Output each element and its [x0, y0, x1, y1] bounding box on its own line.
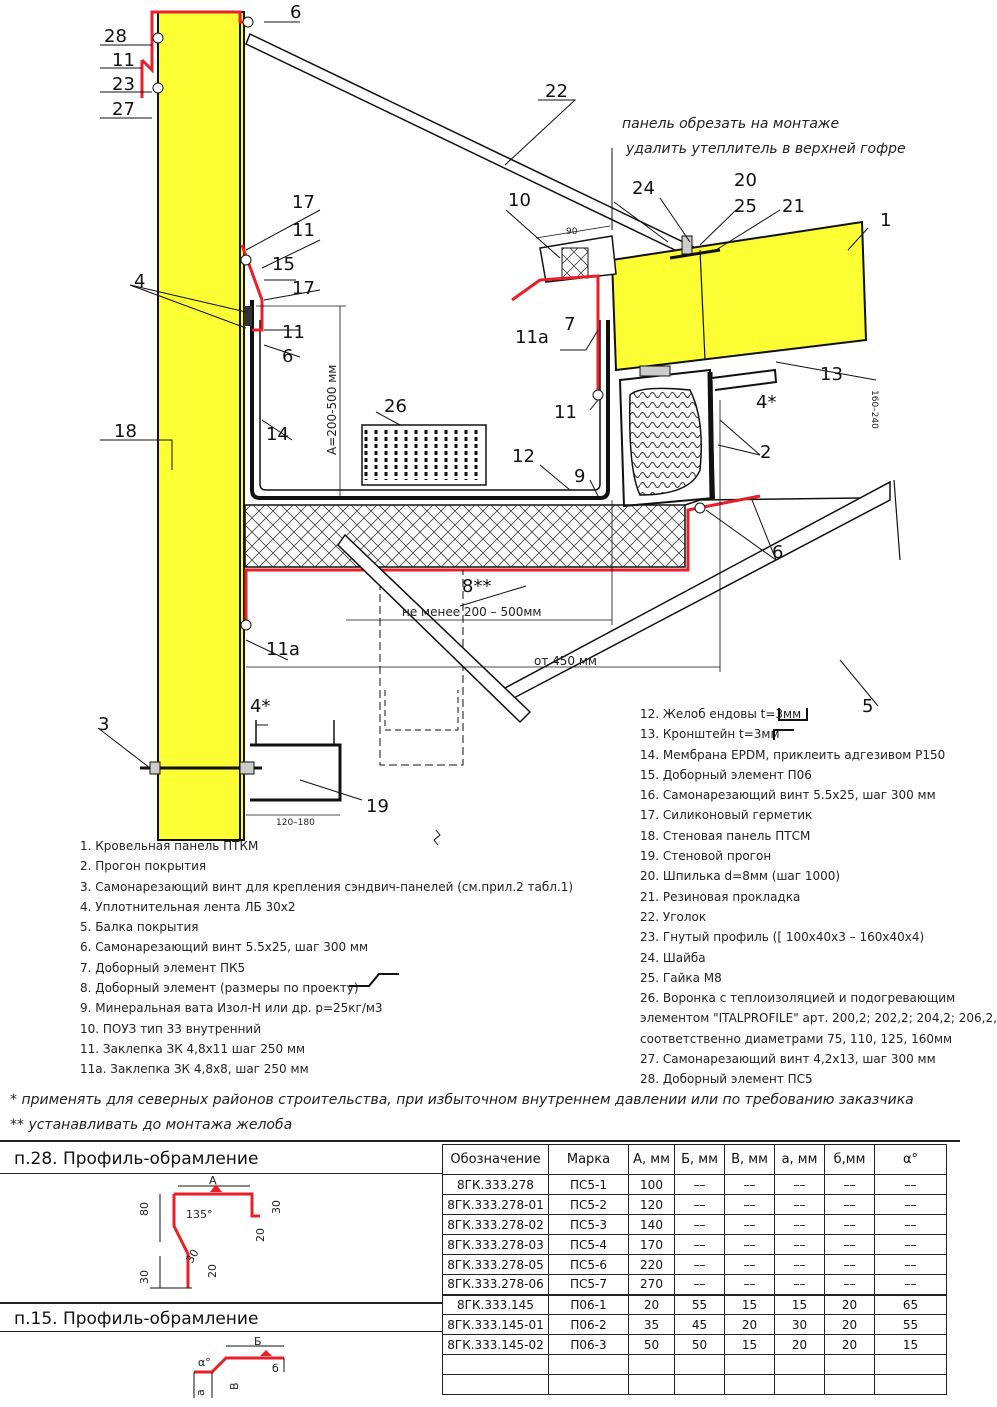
profile-28-sketch [120, 1176, 320, 1298]
spec-cell [825, 1355, 875, 1375]
spec-cell: –– [725, 1275, 775, 1295]
spec-cell: 20 [629, 1295, 675, 1315]
legend-right-item: 19. Стеновой прогон [640, 849, 772, 864]
spec-cell: ПС5-6 [549, 1255, 629, 1275]
spec-cell: –– [725, 1195, 775, 1215]
spec-cell [775, 1375, 825, 1395]
spec-header-cell: В, мм [725, 1145, 775, 1175]
spec-cell: 170 [629, 1235, 675, 1255]
spec-cell: 8ГК.333.278-01 [443, 1195, 549, 1215]
roof-panel [612, 222, 866, 370]
insulation-slab [245, 505, 685, 567]
callout-11a-bottom: 11а [266, 639, 300, 660]
callout-26: 26 [384, 396, 407, 417]
p28-label-20a: 20 [206, 1264, 219, 1278]
callout-11-b: 11 [292, 220, 315, 241]
callout-17-a: 17 [292, 192, 315, 213]
table-row [443, 1235, 947, 1255]
legend-right-item: 24. Шайба [640, 950, 706, 965]
p15-label-b2: б [272, 1362, 279, 1375]
legend-right-item: 20. Шпилька d=8мм (шаг 1000) [640, 869, 841, 884]
spec-cell: П06-3 [549, 1335, 629, 1355]
note-cut-panel: панель обрезать на монтаже [622, 116, 840, 132]
spec-cell: П06-1 [549, 1295, 629, 1315]
legend-left-item: 2. Прогон покрытия [80, 859, 207, 874]
spec-cell: –– [775, 1235, 825, 1255]
callout-6-right: 6 [772, 542, 784, 563]
profile-15-sketch [180, 1335, 320, 1404]
spec-cell: –– [825, 1195, 875, 1215]
legend-right-item: 27. Самонарезающий винт 4,2х13, шаг 300 мм [640, 1052, 936, 1067]
spec-cell [629, 1355, 675, 1375]
legend-left-item: 5. Балка покрытия [80, 920, 199, 935]
table-row [443, 1295, 947, 1315]
spec-cell: 20 [825, 1315, 875, 1335]
spec-cell: –– [875, 1215, 947, 1235]
dim-not-less: не менее 200 – 500мм [402, 605, 542, 619]
wall-panel [158, 12, 244, 840]
callout-6-top: 6 [290, 2, 302, 23]
section-title-28: п.28. Профиль-обрамление [0, 1144, 442, 1174]
spec-cell: 15 [725, 1295, 775, 1315]
spec-cell: –– [775, 1215, 825, 1235]
dim-90: 90 [566, 227, 578, 237]
spec-cell [549, 1375, 629, 1395]
spec-cell: 55 [875, 1315, 947, 1335]
spec-cell: 8ГК.333.278 [443, 1175, 549, 1195]
callout-27: 27 [112, 99, 135, 120]
spec-cell: 55 [675, 1295, 725, 1315]
table-row [443, 1175, 947, 1195]
table-row [443, 1195, 947, 1215]
spec-cell: 8ГК.333.145 [443, 1295, 549, 1315]
p28-label-20b: 20 [254, 1228, 267, 1242]
callout-8: 8** [462, 576, 492, 597]
dim-120-180: 120–180 [276, 818, 315, 828]
legend-left-item: 4. Уплотнительная лента ЛБ 30х2 [80, 899, 296, 914]
p28-label-angle: 135° [186, 1208, 213, 1221]
spec-header-cell: Обозначение [443, 1145, 549, 1175]
legend-right-item: 12. Желоб ендовы t=3мм [640, 707, 802, 721]
spec-cell: –– [725, 1255, 775, 1275]
p15-label-alpha: α° [198, 1356, 211, 1369]
spec-cell: 20 [825, 1335, 875, 1355]
spec-cell: ПС5-1 [549, 1175, 629, 1195]
spec-cell: 8ГК.333.145-02 [443, 1335, 549, 1355]
callout-14: 14 [266, 424, 289, 445]
p28-label-30b: 30 [270, 1200, 283, 1214]
callout-19: 19 [366, 796, 389, 817]
spec-header-cell: А, мм [629, 1145, 675, 1175]
legend-left [80, 836, 573, 1080]
spec-cell [443, 1375, 549, 1395]
spec-cell: –– [875, 1195, 947, 1215]
spec-cell [629, 1375, 675, 1395]
section-title-15: п.15. Профиль-обрамление [0, 1302, 442, 1332]
spec-cell: 270 [629, 1275, 675, 1295]
spec-cell: 35 [629, 1315, 675, 1335]
callout-1: 1 [880, 210, 892, 231]
callout-11-d: 11 [554, 402, 577, 423]
legend-right-item: 22. Уголок [640, 909, 707, 924]
gutter-symbol [775, 704, 815, 724]
spec-cell [725, 1375, 775, 1395]
legend-right-item: 21. Резиновая прокладка [640, 889, 801, 904]
table-row [443, 1375, 947, 1395]
p15-label-a: а [194, 1389, 207, 1396]
dim-from-450: от 450 мм [534, 654, 597, 668]
callout-11-top: 11 [112, 50, 135, 71]
legend-right-item: 17. Силиконовый герметик [640, 808, 813, 823]
spec-cell: ПС5-7 [549, 1275, 629, 1295]
footnotes [10, 1088, 914, 1138]
dim-a-range: A=200-500 мм [325, 364, 339, 455]
callout-11a-top: 11а [515, 327, 549, 348]
spec-cell [549, 1355, 629, 1375]
spec-cell: –– [825, 1275, 875, 1295]
z-profile-symbol [345, 968, 405, 990]
spec-cell: 120 [629, 1195, 675, 1215]
spec-cell [443, 1355, 549, 1375]
spec-cell: 45 [675, 1315, 725, 1335]
legend-left-item: 8. Доборный элемент (размеры по проекту) [80, 981, 359, 996]
callout-11-c: 11 [282, 322, 305, 343]
spec-cell [875, 1375, 947, 1395]
spec-cell: –– [875, 1275, 947, 1295]
callout-15: 15 [272, 254, 295, 275]
spec-cell: 30 [775, 1315, 825, 1335]
spec-header-cell: Б, мм [675, 1145, 725, 1175]
callout-7: 7 [564, 314, 576, 335]
callout-21: 21 [782, 196, 805, 217]
spec-header-cell: б,мм [825, 1145, 875, 1175]
table-row [443, 1355, 947, 1375]
callout-6-mid: 6 [282, 346, 294, 367]
spec-cell: –– [675, 1175, 725, 1195]
footnote-item: * применять для северных районов строительства, при избыточном внутреннем давлении или по требованию заказчика [10, 1092, 914, 1108]
spec-cell [875, 1355, 947, 1375]
spec-cell: –– [825, 1215, 875, 1235]
spec-cell: –– [725, 1175, 775, 1195]
p28-label-80: 80 [138, 1202, 151, 1216]
spec-header-cell: а, мм [775, 1145, 825, 1175]
legend-right-item: 16. Самонарезающий винт 5.5х25, шаг 300 мм [640, 788, 936, 803]
legend-right-item: элементом "ITALPROFILE" арт. 200,2; 202,2; 204,2; 206,2, [640, 1011, 997, 1026]
note-remove-insulation: удалить утеплитель в верхней гофре [626, 141, 906, 157]
spec-cell: –– [775, 1175, 825, 1195]
table-row [443, 1335, 947, 1355]
spec-table [442, 1144, 947, 1395]
legend-left-item: 11а. Заклепка ЗК 4,8х8, шаг 250 мм [80, 1062, 309, 1077]
callout-4star-bottom: 4* [250, 696, 271, 717]
legend-left-item: 1. Кровельная панель ПТКМ [80, 839, 259, 853]
spec-cell: –– [775, 1275, 825, 1295]
callout-9: 9 [574, 466, 586, 487]
spec-cell: ПС5-2 [549, 1195, 629, 1215]
table-row [443, 1215, 947, 1235]
spec-cell: 8ГК.333.278-03 [443, 1235, 549, 1255]
callout-17-b: 17 [292, 278, 315, 299]
callout-18: 18 [114, 421, 137, 442]
callout-2: 2 [760, 442, 772, 463]
callout-28: 28 [104, 26, 127, 47]
legend-left-item: 3. Самонарезающий винт для крепления сэндвич-панелей (см.прил.2 табл.1) [80, 879, 574, 894]
drain-funnel [362, 425, 486, 485]
p28-label-30a: 30 [138, 1270, 151, 1284]
spec-cell: 8ГК.333.278-05 [443, 1255, 549, 1275]
spec-cell: –– [675, 1275, 725, 1295]
spec-cell: 8ГК.333.145-01 [443, 1315, 549, 1335]
legend-right-item: 15. Доборный элемент П06 [640, 767, 812, 782]
legend-right-item: 25. Гайка М8 [640, 970, 722, 985]
spec-cell: –– [675, 1255, 725, 1275]
spec-cell [675, 1375, 725, 1395]
table-row [443, 1315, 947, 1335]
legend-left-item: 7. Доборный элемент ПК5 [80, 960, 246, 975]
spec-cell: 220 [629, 1255, 675, 1275]
footnote-item: ** устанавливать до монтажа желоба [10, 1117, 293, 1133]
legend-right-item: 14. Мембрана EPDM, приклеить адгезивом Р150 [640, 747, 946, 762]
spec-cell: 65 [875, 1295, 947, 1315]
callout-25: 25 [734, 196, 757, 217]
spec-cell: 100 [629, 1175, 675, 1195]
spec-cell: –– [875, 1175, 947, 1195]
table-row [443, 1275, 947, 1295]
specification-block [0, 1140, 960, 1407]
spec-cell: П06-2 [549, 1315, 629, 1335]
spec-cell: 50 [629, 1335, 675, 1355]
legend-right-item: 28. Доборный элемент ПС5 [640, 1072, 813, 1087]
legend-right [640, 704, 997, 1090]
spec-cell: 15 [875, 1335, 947, 1355]
spec-header-cell: Марка [549, 1145, 629, 1175]
spec-cell: –– [675, 1195, 725, 1215]
legend-right-item: 26. Воронка с теплоизоляцией и подогревающим [640, 991, 956, 1006]
spec-cell: 20 [725, 1315, 775, 1335]
callout-24: 24 [632, 178, 655, 199]
spec-cell: –– [675, 1215, 725, 1235]
callout-4star: 4* [756, 392, 777, 413]
legend-left-item: 11. Заклепка ЗК 4,8х11 шаг 250 мм [80, 1041, 306, 1056]
spec-cell: –– [775, 1255, 825, 1275]
spec-cell: –– [825, 1255, 875, 1275]
callout-10: 10 [508, 190, 531, 211]
spec-cell: 20 [825, 1295, 875, 1315]
spec-cell: ПС5-3 [549, 1215, 629, 1235]
spec-cell [725, 1355, 775, 1375]
spec-cell [775, 1355, 825, 1375]
legend-right-item: 13. Кронштейн t=3мм [640, 727, 780, 742]
bracket-symbol [770, 726, 800, 742]
callout-20: 20 [734, 170, 757, 191]
table-row [443, 1255, 947, 1275]
callout-4: 4 [134, 271, 146, 292]
spec-cell: 50 [675, 1335, 725, 1355]
spec-cell [675, 1355, 725, 1375]
legend-right-item: соответственно диаметрами 75, 110, 125, 160мм [640, 1031, 953, 1046]
legend-right-item: 23. Гнутый профиль ([ 100х40х3 – 160х40х4) [640, 930, 925, 945]
legend-left-item: 10. ПОУЗ тип 33 внутренний [80, 1021, 262, 1036]
spec-cell: ПС5-4 [549, 1235, 629, 1255]
wall-purlin [250, 745, 340, 800]
spec-cell: 15 [725, 1335, 775, 1355]
callout-13: 13 [820, 364, 843, 385]
spec-cell: 20 [775, 1335, 825, 1355]
spec-cell: –– [825, 1235, 875, 1255]
spec-cell: –– [725, 1235, 775, 1255]
callout-12: 12 [512, 446, 535, 467]
p28-label-a: А [209, 1174, 217, 1187]
dim-160-240: 160–240 [869, 390, 879, 429]
spec-cell: –– [825, 1175, 875, 1195]
callout-22: 22 [545, 81, 568, 102]
spec-header-cell: α° [875, 1145, 947, 1175]
callout-5: 5 [862, 696, 874, 717]
spec-cell: 8ГК.333.278-02 [443, 1215, 549, 1235]
p15-label-v: В [228, 1382, 241, 1390]
p28-label-30c: 30 [183, 1246, 202, 1266]
legend-right-item: 18. Стеновая панель ПТСМ [640, 828, 811, 843]
spec-cell: –– [725, 1215, 775, 1235]
p15-label-b: Б [254, 1335, 262, 1348]
spec-cell: –– [875, 1235, 947, 1255]
spec-cell: –– [875, 1255, 947, 1275]
spec-cell: 8ГК.333.278-06 [443, 1275, 549, 1295]
spec-cell: –– [775, 1195, 825, 1215]
callout-23: 23 [112, 74, 135, 95]
legend-left-item: 9. Минеральная вата Изол-Н или др. р=25кг/м3 [80, 1001, 383, 1016]
spec-cell: 15 [775, 1295, 825, 1315]
spec-cell [825, 1375, 875, 1395]
callout-3: 3 [98, 714, 110, 735]
legend-left-item: 6. Самонарезающий винт 5.5х25, шаг 300 мм [80, 940, 369, 955]
spec-cell: –– [675, 1235, 725, 1255]
spec-cell: 140 [629, 1215, 675, 1235]
